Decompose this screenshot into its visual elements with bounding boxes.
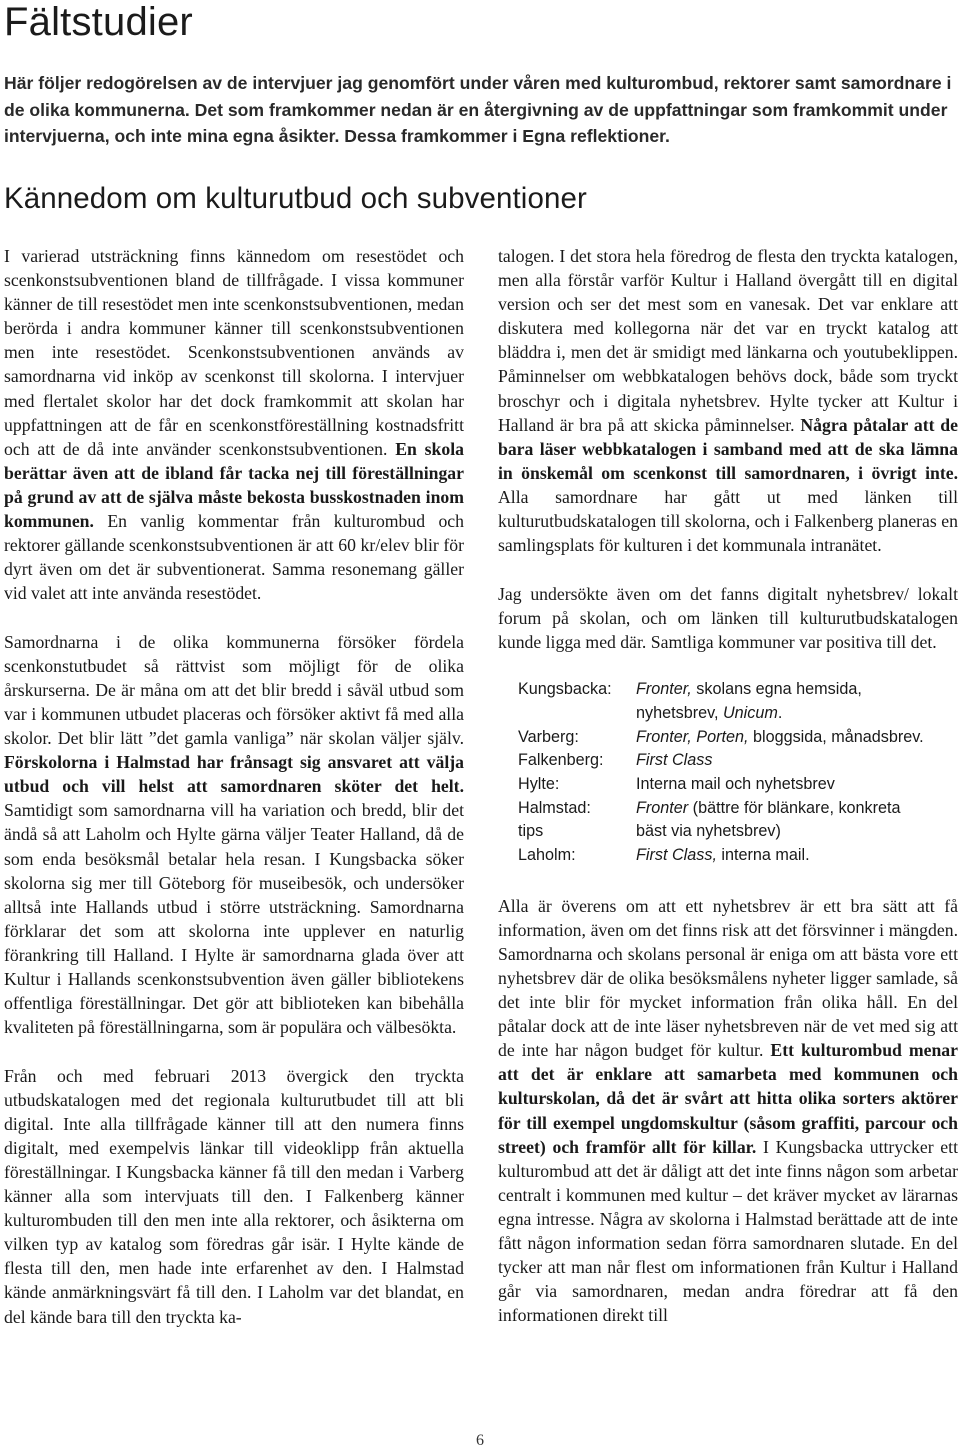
- channel-list: Fronter, skolans egna hemsida,: [636, 680, 862, 699]
- body-text: Alla samordnare har gått ut med länken till kulturutbudskatalogen till skolorna, och i Falkenberg planeras en samlingsplats för kulturen i det kommunala intranätet.: [498, 486, 958, 556]
- table-row: [518, 844, 958, 868]
- section-heading: Kännedom om kulturutbud och subventioner: [4, 182, 587, 215]
- emphasized-text: Förskolorna i Halmstad har frånsagt sig ansvaret att välja utbud och vill helst att samordnaren sköter det helt.: [4, 752, 464, 797]
- municipality-label: Halmstad:: [518, 798, 591, 817]
- channel-list: First Class: [636, 751, 713, 770]
- left-column: [4, 244, 464, 1329]
- right-column: [498, 244, 958, 1327]
- body-paragraph: Från och med februari 2013 övergick den tryckta utbudskatalogen med det regionala kulturutbudet till att bli digital. Inte alla tillfrågade känner till att den numera finns digitalt, med exempelvis länkar till videoklipp från aktuella föreställningar. I Kungsbacka känner få till den medan i Varberg känner alla som intervjuats till den. I Falkenberg känner kulturombuden till den men inte alla rektorer, och åsikterna om vilken typ av katalog som föredras går isär. I Hylte kände de flesta till den, men hade inte erfarenhet av den. I Halmstad kände anmärkningsvärt få till den. I Laholm var det blandat, en del kände bara till den tryckta ka-: [4, 1065, 464, 1327]
- body-paragraph: Jag undersökte även om det fanns digitalt nyhetsbrev/ lokalt forum på skolan, och om länken till kulturutbudskatalogen kunde ligga med där. Samtliga kommuner var positiva till det.: [498, 583, 958, 652]
- channel-list: Interna mail och nyhetsbrev: [636, 774, 835, 793]
- table-row: [518, 820, 958, 844]
- municipality-label: Laholm:: [518, 846, 576, 865]
- newsletter-channels-table: [518, 678, 958, 868]
- municipality-label: Hylte:: [518, 774, 560, 793]
- channel-list: Fronter, Porten, bloggsida, månadsbrev.: [636, 727, 924, 746]
- body-paragraph: [4, 630, 464, 1040]
- table-row: [518, 678, 958, 702]
- emphasized-text: Några påtalar att de bara läser webbkatalogen i samband med att de ska lämna in önskemål om scenkonst till samordnaren, i övrigt inte.: [498, 414, 958, 483]
- body-text: I varierad utsträckning finns kännedom om resestödet och scenkonstsubventionen bland de tillfrågade. I vissa kommuner känner de till resestödet men inte scenkonstsubventionen, medan berörda i andra kommuner känner till scenkonstsubventionen men inte resestödet. Scenkonstsubventionen används av samordnarna vid inköp av scenkonst till skolorna. I intervjuer med flertalet skolor har det dock framkommit att skolan har uppfattningen att de får en scenkonstföreställning kostnadsfritt och att de då inte använder scenkonstsubventionen.: [4, 246, 464, 459]
- municipality-label: Varberg:: [518, 727, 579, 746]
- channel-list: bäst via nyhetsbrev): [636, 822, 781, 841]
- table-row: [518, 773, 958, 797]
- body-paragraph: [498, 894, 958, 1328]
- municipality-label: Falkenberg:: [518, 751, 604, 770]
- municipality-label: [518, 702, 636, 726]
- municipality-label: Kungsbacka:: [518, 680, 612, 699]
- body-text: En vanlig kommentar från kulturombud och rektorer gällande scenkonstsubventionen är att 60 kr/elev blir för dyrt även om det är subventionerat. Samma resonemang gäller vid valet att inte använda resestödet.: [4, 511, 464, 604]
- body-text: Samtidigt som samordnarna vill ha variation och bredd, blir det ändå så att Laholm och Hylte gärna väljer Teater Halland, då de som enda besöksmål betalar hela resan. I Kungsbacka söker skolorna sig mer till Göteborg för museibesök, och undersöker alltså inte Hallands utbud i större utsträckning. Samordnarna förklarar det som att skolorna inte upplever en naturlig förankring till Halland. I Hylte är samordnarna glada över att Kultur i Hallands scenkonstsubvention även gäller bibliotekens offentliga föreställningar. Det gör att biblioteken kan bibehålla kvaliteten på föreställningarna, som är populära och välbesökta.: [4, 800, 464, 1038]
- body-text: Samordnarna i de olika kommunerna försöker fördela scenkonstutbudet så rättvist som möjligt för de olika årskurserna. De är måna om att det blir bredd i såväl utbud som var i kommunen utbudet placeras och försöker aktivt få med alla skolor. Det blir lätt ”det gamla vanliga” när skolan väljer själv.: [4, 631, 464, 749]
- intro-paragraph: Här följer redogörelsen av de intervjuer jag genomfört under våren med kulturombud, rektorer samt samordnare i de olika kommunerna. Det som framkommer nedan är en återgivning av de uppfattningar som framkommit under intervjuerna, och inte mina egna åsikter. Dessa framkommer i Egna reflektioner.: [4, 73, 952, 146]
- table-row: [518, 797, 958, 821]
- table-row: [518, 749, 958, 773]
- body-text: talogen. I det stora hela föredrog de flesta den tryckta katalogen, men alla förstår varför Kultur i Halland övergått till en digital version och ser det mest som en vanesak. Det var enklare att diskutera med kollegorna när det var en tryckt katalog att bläddra i, men det är smidigt med länkarna och youtubeklippen. Påminnelser om webbkatalogen behövs dock, både som tryckt broschyr och i digitala nyhetsbrev. Hylte tycker att Kultur i Halland är bra på att skicka påminnelser.: [498, 246, 958, 435]
- channel-list: Fronter (bättre för blänkare, konkreta: [636, 798, 901, 817]
- municipality-label: tips: [518, 822, 544, 841]
- page-title: Fältstudier: [4, 0, 193, 44]
- body-text: I Kungsbacka uttrycker ett kulturombud att det är dåligt att det inte finns någon som arbetar centralt i kommunen med kultur – det kräver mycket av lärarnas egna intresse. Några av skolorna i Halmstad berättade att de inte fått någon information sedan förra samordnaren slutade. En del tycker att man når flest om informationen från Kultur i Halland går via samordnaren, medan andra föredrar att få den informationen direkt till: [498, 1136, 958, 1326]
- emphasized-text: Ett kulturombud menar att det är enklare att samarbeta med kommunen och kulturskolan, då det är svårt att hitta olika sorters aktörer för till exempel ungdomskultur (såsom graffiti, parcour och street) och framför allt för killar.: [498, 1040, 958, 1157]
- table-row: [518, 726, 958, 750]
- body-text: Alla är överens om att ett nyhetsbrev är ett bra sätt att få information, även om det finns risk att det försvinner i mängden. Samordnarna och skolans personal är eniga om att bästa vore ett nyhetsbrev där de olika besöksmålens nyheter ligger samlade, så det inte blir för mycket information från olika håll. En del påtalar dock att de inte läser nyhetsbreven när de vet med sig att de inte har någon budget för kultur.: [498, 895, 958, 1061]
- body-paragraph: [498, 244, 958, 557]
- channel-list: First Class, interna mail.: [636, 846, 810, 865]
- body-paragraph: [4, 244, 464, 605]
- table-row: [518, 702, 958, 726]
- emphasized-text: En skola berättar även att de ibland får tacka nej till föreställningar på grund av att de själva måste bekosta busskostnaden inom kommunen.: [4, 438, 464, 532]
- channel-list: nyhetsbrev, Unicum.: [636, 703, 783, 722]
- page-number: 6: [476, 1432, 484, 1449]
